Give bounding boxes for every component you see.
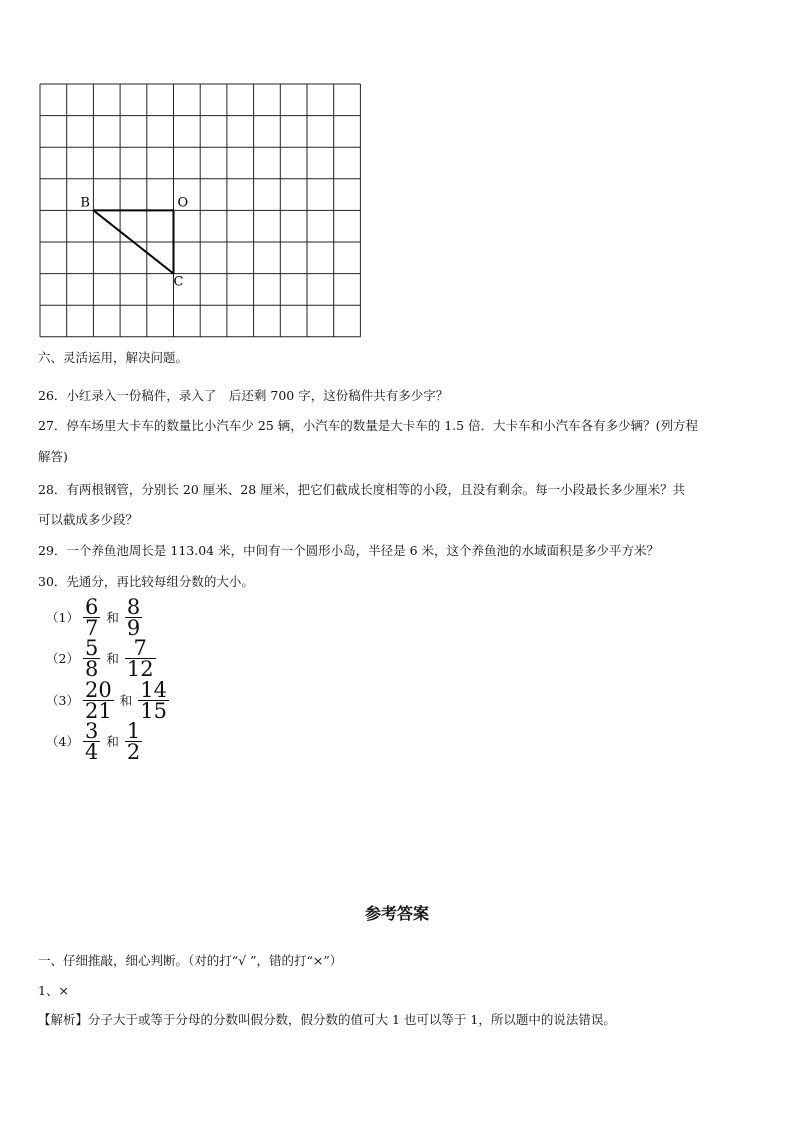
joiner: 和 xyxy=(106,610,119,625)
group-label: （3） xyxy=(46,693,79,708)
fraction: $\frac{1}{2}$ xyxy=(126,718,141,764)
question-30: 30．先通分，再比较每组分数的大小。 xyxy=(38,574,254,589)
answer-1: 1、× xyxy=(38,983,69,998)
joiner: 和 xyxy=(119,693,133,708)
grid-figure xyxy=(39,83,363,339)
fraction-group-3 xyxy=(46,677,171,723)
group-label: （1） xyxy=(46,610,79,625)
fraction: $\frac{5}{8}$ xyxy=(84,635,99,681)
fraction: $\frac{14}{15}$ xyxy=(140,677,167,723)
answers-title: 参考答案 xyxy=(364,904,429,923)
answer-1-explanation: 【解析】分子大于或等于分母的分数叫假分数，假分数的值可大 1 也可以等于 1，所以题中的说法错误。 xyxy=(38,1012,616,1027)
fraction: $\frac{3}{4}$ xyxy=(84,718,99,764)
group-label: （2） xyxy=(46,651,79,666)
fraction: $\frac{6}{7}$ xyxy=(84,594,99,640)
question-27: 27．停车场里大卡车的数量比小汽车少 25 辆，小汽车的数量是大卡车的 1.5 倍．大卡车和小汽车各有多少辆？(列方程 xyxy=(38,418,698,433)
fraction: $\frac{8}{9}$ xyxy=(126,594,141,640)
fraction: $\frac{20}{21}$ xyxy=(84,677,112,723)
question-27-cont: 解答) xyxy=(38,449,68,464)
fraction-group-4 xyxy=(46,718,144,764)
point-label-o: O xyxy=(177,195,189,211)
question-29: 29．一个养鱼池周长是 113.04 米，中间有一个圆形小岛，半径是 6 米，这个养鱼池的水域面积是多少平方米？ xyxy=(38,543,659,558)
section-heading: 六、灵活运用，解决问题。 xyxy=(38,350,189,365)
question-28-cont: 可以截成多少段？ xyxy=(38,512,139,527)
answers-section-heading: 一、仔细推敲，细心判断。（对的打“√ ”，错的打“×”） xyxy=(38,953,343,968)
joiner: 和 xyxy=(106,651,119,666)
question-26: 26．小红录入一份稿件，录入了 后还剩 700 字，这份稿件共有多少字？ xyxy=(38,388,449,403)
group-label: （4） xyxy=(46,734,79,749)
joiner: 和 xyxy=(106,734,119,749)
question-28: 28．有两根钢管，分别长 20 厘米、28 厘米，把它们截成长度相等的小段，且没有剩余。每一小段最长多少厘米？共 xyxy=(38,482,686,497)
fraction: $\frac{7}{12}$ xyxy=(126,635,154,681)
point-label-b: B xyxy=(80,195,90,211)
point-label-c: C xyxy=(173,274,184,290)
fraction-group-2 xyxy=(46,635,158,681)
fraction-group-1 xyxy=(46,594,144,640)
